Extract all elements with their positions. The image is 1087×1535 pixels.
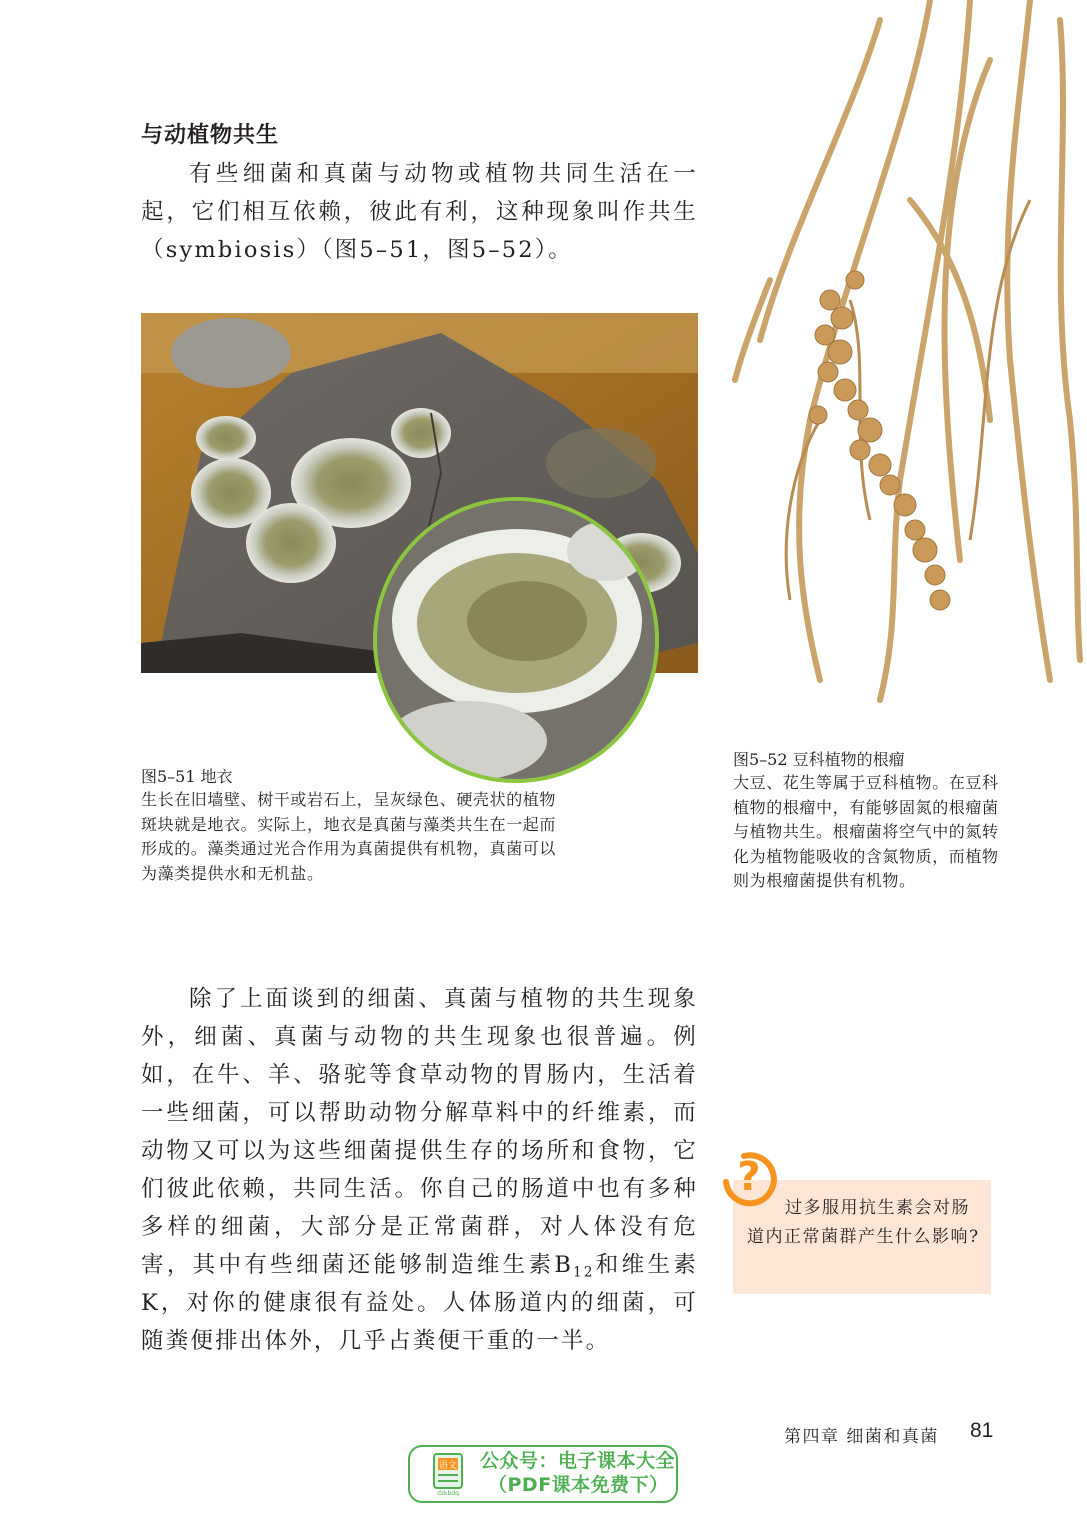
question-mark-icon bbox=[716, 1144, 782, 1210]
intro-paragraph: 有些细菌和真菌与动物或植物共同生活在一起，它们相互依赖，彼此有利，这种现象叫作共生（symbiosis）（图5–51，图5–52）。 bbox=[141, 161, 698, 263]
figure-5-51-title: 图5–51 地衣 bbox=[141, 767, 233, 786]
banner-line-2: （PDF课本免费下） bbox=[488, 1474, 669, 1496]
figure-5-51-text: 生长在旧墙壁、树干或岩石上，呈灰绿色、硬壳状的植物斑块就是地衣。实际上，地衣是真菌与藻类共生在一起而形成的。藻类通过光合作用为真菌提供有机物，真菌可以为藻类提供水和无机盐。 bbox=[141, 790, 557, 883]
symbiosis-animals-paragraph bbox=[141, 980, 698, 1360]
section-heading: 与动植物共生 bbox=[141, 123, 280, 148]
lichen-closeup-circle bbox=[373, 497, 659, 783]
book-icon-label: 语文 bbox=[438, 1461, 458, 1471]
banner-line-1: 公众号：电子课本大全 bbox=[480, 1450, 676, 1472]
page-number: 81 bbox=[970, 1419, 994, 1442]
para2-text-b: 和维生素K，对你的健康很有益处。人体肠道内的细菌，可随粪便排出体外，几乎占粪便干重的一半。 bbox=[141, 1252, 698, 1354]
question-box: 过多服用抗生素会对肠道内正常菌群产生什么影响? bbox=[733, 1180, 991, 1294]
svg-text:?: ? bbox=[737, 1154, 761, 1200]
vitamin-subscript: 12 bbox=[573, 1264, 595, 1281]
figure-5-52-title: 图5–52 豆科植物的根瘤 bbox=[733, 750, 905, 769]
book-icon bbox=[428, 1452, 468, 1496]
para2-text-a: 除了上面谈到的细菌、真菌与植物的共生现象外，细菌、真菌与动物的共生现象也很普遍。例如，在牛、羊、骆驼等食草动物的胃肠内，生活着一些细菌，可以帮助动物分解草料中的纤维素，而动物又可以为这些细菌提供生存的场所和食物，它们彼此依赖，共同生活。你自己的肠道中也有多种多样的细菌，大部分是正常菌群，对人体没有危害，其中有些细菌还能够制造维生素B bbox=[141, 986, 698, 1278]
book-icon-caption: dzkbdq bbox=[437, 1490, 459, 1496]
watermark-banner bbox=[408, 1445, 678, 1503]
figure-5-51-caption bbox=[141, 766, 556, 886]
figure-5-52-caption bbox=[733, 749, 1001, 894]
root-nodule-photo bbox=[730, 0, 1087, 720]
chapter-footer: 第四章 细菌和真菌 bbox=[784, 1427, 939, 1447]
figure-5-52-text: 大豆、花生等属于豆科植物。在豆科植物的根瘤中，有能够固氮的根瘤菌与植物共生。根瘤菌将空气中的氮转化为植物能吸收的含氮物质，而植物则为根瘤菌提供有机物。 bbox=[733, 773, 999, 890]
